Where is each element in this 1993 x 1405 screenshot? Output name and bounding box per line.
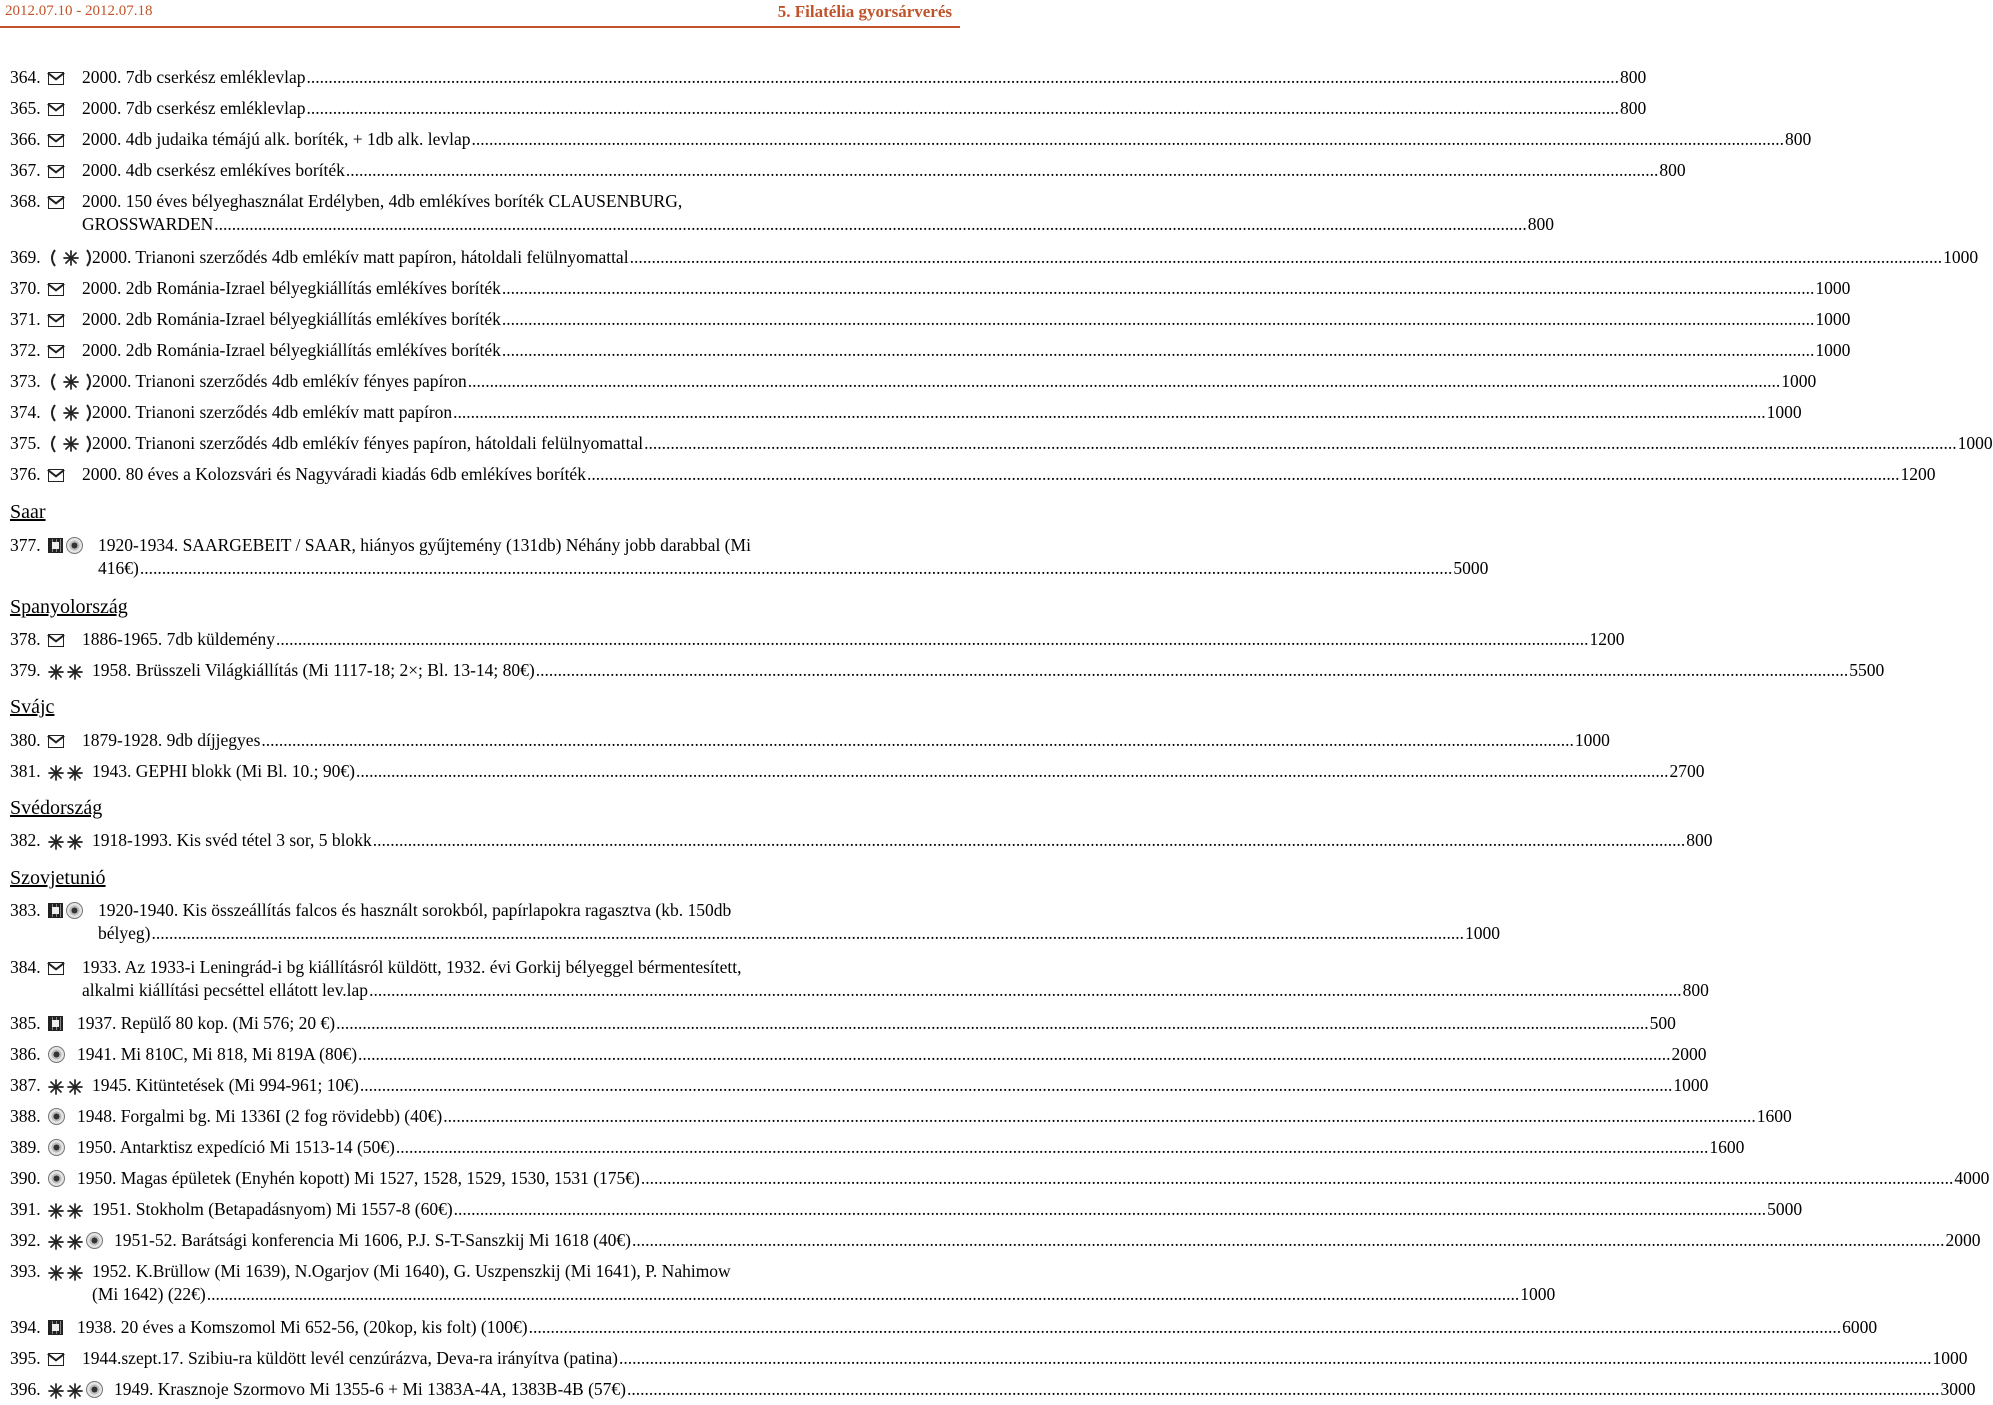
dot-leader: ............................................................................................................................................................................................................................................................................................................ (501, 340, 1815, 360)
lot-text: 2000. 7db cserkész emléklevlap (82, 98, 306, 118)
dot-leader: ............................................................................................................................................................................................................................................................................................................ (629, 247, 1943, 267)
stamp-block-icon (48, 903, 63, 918)
lot-price: 5000 (1767, 1199, 1803, 1219)
lot-row (10, 66, 1647, 89)
lot-row (10, 1378, 1976, 1401)
lot-price: 800 (1682, 980, 1709, 1000)
lot-number: 393. (10, 1261, 41, 1281)
lot-price: 1000 (1932, 1348, 1968, 1368)
dot-leader: ............................................................................................................................................................................................................................................................................................................ (453, 402, 1766, 422)
lot-condition-icons (48, 131, 64, 148)
lot-price: 1000 (1464, 923, 1500, 943)
lot-number: 387. (10, 1075, 41, 1095)
lot-text: 2000. 7db cserkész emléklevlap (82, 67, 306, 87)
envelope-icon (48, 165, 64, 178)
lot-description (82, 159, 1686, 182)
envelope-icon (48, 1353, 64, 1366)
lot-text: 1944.szept.17. Szibiu-ra küldött levél cenzúrázva, Deva-ra irányítva (patina) (82, 1348, 618, 1368)
cancelled-stamp-icon (86, 1232, 103, 1249)
lot-description (92, 659, 1885, 682)
stamp-block-icon (48, 1016, 63, 1031)
mint-star-icon (67, 1382, 83, 1398)
dot-leader: ............................................................................................................................................................................................................................................................................................................ (369, 980, 1682, 1000)
mint-star-icon (48, 1233, 64, 1249)
lot-row (10, 128, 1812, 151)
lot-text: 1951. Stokholm (Betapadásnyom) Mi 1557-8 (60€) (92, 1199, 453, 1219)
lot-text: 1943. GEPHI blokk (Mi Bl. 10.; 90€) (92, 761, 355, 781)
lot-price: 800 (1620, 98, 1647, 118)
lot-row (10, 246, 1979, 269)
lot-number: 379. (10, 660, 41, 680)
mint-star-icon (48, 663, 64, 679)
lot-text: 1933. Az 1933-i Leningrád-i bg kiállításról küldött, 1932. évi Gorkij bélyeggel bérmentesített, (82, 957, 742, 977)
dot-leader: ............................................................................................................................................................................................................................................................................................................ (151, 923, 1464, 943)
lot-condition-icons (48, 1381, 103, 1398)
lot-price: 500 (1649, 1013, 1676, 1033)
dot-leader: ............................................................................................................................................................................................................................................................................................................ (345, 160, 1659, 180)
lot-number: 376. (10, 464, 41, 484)
lot-number: 373. (10, 371, 41, 391)
hinged-star-icon (48, 435, 94, 453)
lot-number: 372. (10, 340, 41, 360)
dot-leader: ............................................................................................................................................................................................................................................................................................................ (501, 278, 1815, 298)
lot-condition-icons (48, 162, 64, 179)
lot-description (98, 534, 1489, 580)
lot-condition-icons (48, 1046, 65, 1063)
lot-text: 1941. Mi 810C, Mi 818, Mi 819A (80€) (77, 1044, 358, 1064)
cancelled-stamp-icon (48, 1170, 65, 1187)
lot-number: 388. (10, 1106, 41, 1126)
lot-description (82, 190, 1555, 236)
lot-number: 374. (10, 402, 41, 422)
lot-price: 1000 (1957, 433, 1993, 453)
lot-description (82, 339, 1851, 362)
lot-condition-icons (48, 1108, 65, 1125)
lot-condition-icons (48, 537, 83, 554)
envelope-icon (48, 314, 64, 327)
lot-row (10, 628, 1625, 651)
mint-star-icon (48, 1078, 64, 1094)
mint-star-icon (67, 1264, 83, 1280)
dot-leader: ............................................................................................................................................................................................................................................................................................................ (640, 1168, 1954, 1188)
mint-star-icon (67, 1202, 83, 1218)
lot-row (10, 432, 1993, 455)
lot-description (77, 1136, 1745, 1159)
mint-star-icon (48, 833, 64, 849)
mint-star-icon (48, 764, 64, 780)
lot-number: 365. (10, 98, 41, 118)
lot-price: 800 (1659, 160, 1686, 180)
lot-number: 385. (10, 1013, 41, 1033)
hinged-star-icon (48, 373, 94, 391)
lot-text: 1950. Antarktisz expedíció Mi 1513-14 (50€) (77, 1137, 395, 1157)
lot-price: 1000 (1520, 1284, 1556, 1304)
lot-condition-icons (48, 662, 83, 679)
lot-condition-icons (48, 193, 64, 210)
dot-leader: ............................................................................................................................................................................................................................................................................................................ (356, 761, 1669, 781)
lot-description (77, 1043, 1707, 1066)
lot-number: 371. (10, 309, 41, 329)
section-heading: Saar (10, 501, 46, 523)
lot-description (82, 277, 1851, 300)
envelope-icon (48, 283, 64, 296)
dot-leader: ............................................................................................................................................................................................................................................................................................................ (632, 1230, 1945, 1250)
lot-row (10, 899, 1500, 945)
dot-leader: ............................................................................................................................................................................................................................................................................................................ (471, 129, 1784, 149)
lot-number: 364. (10, 67, 41, 87)
dot-leader: ............................................................................................................................................................................................................................................................................................................ (467, 371, 1781, 391)
lot-price: 2000 (1945, 1230, 1981, 1250)
lot-number: 368. (10, 191, 41, 211)
lot-description (82, 66, 1647, 89)
lot-description (92, 401, 1802, 424)
hinged-star-icon (48, 404, 94, 422)
lot-number: 366. (10, 129, 41, 149)
mint-star-icon (67, 764, 83, 780)
lot-text: 2000. Trianoni szerződés 4db emlékív matt papíron (92, 402, 453, 422)
cancelled-stamp-icon (86, 1381, 103, 1398)
lot-text: 2000. Trianoni szerződés 4db emlékív fényes papíron, hátoldali felülnyomattal (92, 433, 644, 453)
dot-leader: ............................................................................................................................................................................................................................................................................................................ (336, 1013, 1649, 1033)
lot-row (10, 277, 1851, 300)
lot-text: GROSSWARDEN (82, 214, 214, 234)
lot-condition-icons (48, 1077, 83, 1094)
lot-number: 394. (10, 1317, 41, 1337)
lot-description (92, 829, 1713, 852)
lot-row (10, 1074, 1709, 1097)
lot-description (92, 760, 1705, 783)
lot-row (10, 190, 1555, 236)
lot-price: 1600 (1709, 1137, 1745, 1157)
envelope-icon (48, 196, 64, 209)
lot-text: 1886-1965. 7db küldemény (82, 629, 275, 649)
mint-star-icon (67, 833, 83, 849)
lot-condition-icons (48, 249, 94, 266)
lot-condition-icons (48, 1015, 63, 1032)
lot-row (10, 760, 1705, 783)
lot-number: 386. (10, 1044, 41, 1064)
lot-condition-icons (48, 466, 64, 483)
lot-row (10, 401, 1802, 424)
lot-description (92, 432, 1993, 455)
dot-leader: ............................................................................................................................................................................................................................................................................................................ (358, 1044, 1671, 1064)
lot-price: 1200 (1589, 629, 1625, 649)
dot-leader: ............................................................................................................................................................................................................................................................................................................ (306, 67, 1620, 87)
dot-leader: ............................................................................................................................................................................................................................................................................................................ (395, 1137, 1709, 1157)
lot-row (10, 1167, 1990, 1190)
lot-number: 389. (10, 1137, 41, 1157)
lot-text: (Mi 1642) (22€) (92, 1284, 206, 1304)
header-title: 5. Filatélia gyorsárverés (777, 2, 952, 21)
lot-description (82, 1347, 1968, 1370)
lot-price: 1000 (1943, 247, 1979, 267)
mint-star-icon (48, 1202, 64, 1218)
lot-condition-icons (48, 732, 64, 749)
section-heading: Spanyolország (10, 596, 128, 618)
lot-text: 2000. 4db judaika témájú alk. boríték, + 1db alk. levlap (82, 129, 471, 149)
header-date-range: 2012.07.10 - 2012.07.18 (5, 3, 153, 19)
lot-number: 370. (10, 278, 41, 298)
lot-condition-icons (48, 100, 64, 117)
lot-row (10, 956, 1709, 1002)
dot-leader: ............................................................................................................................................................................................................................................................................................................ (261, 730, 1574, 750)
lot-description (77, 1167, 1990, 1190)
lot-text: 1945. Kitüntetések (Mi 994-961; 10€) (92, 1075, 359, 1095)
lot-row (10, 729, 1610, 752)
lot-price: 4000 (1954, 1168, 1990, 1188)
section-heading: Svédország (10, 797, 103, 819)
lot-text: 1879-1928. 9db díjjegyes (82, 730, 261, 750)
lot-text: 2000. 2db Románia-Izrael bélyegkiállítás emlékíves boríték (82, 309, 501, 329)
lot-row (10, 534, 1489, 580)
lot-description (82, 729, 1610, 752)
dot-leader: ............................................................................................................................................................................................................................................................................................................ (214, 214, 1527, 234)
envelope-icon (48, 634, 64, 647)
lot-condition-icons (48, 763, 83, 780)
dot-leader: ............................................................................................................................................................................................................................................................................................................ (586, 464, 1900, 484)
lot-text: 2000. Trianoni szerződés 4db emlékív matt papíron, hátoldali felülnyomattal (92, 247, 629, 267)
lot-condition-icons (48, 959, 64, 976)
dot-leader: ............................................................................................................................................................................................................................................................................................................ (626, 1379, 1940, 1399)
lot-text: bélyeg) (98, 923, 151, 943)
mint-star-icon (67, 1078, 83, 1094)
lot-text: 1950. Magas épületek (Enyhén kopott) Mi 1527, 1528, 1529, 1530, 1531 (175€) (77, 1168, 640, 1188)
lot-description (82, 463, 1936, 486)
lot-text: 1948. Forgalmi bg. Mi 1336I (2 fog rövidebb) (40€) (77, 1106, 443, 1126)
cancelled-stamp-icon (48, 1046, 65, 1063)
lot-price: 800 (1527, 214, 1555, 234)
lot-text: 1918-1993. Kis svéd tétel 3 sor, 5 blokk (92, 830, 372, 850)
lot-row (10, 97, 1647, 120)
lot-price: 1600 (1756, 1106, 1792, 1126)
lot-number: 390. (10, 1168, 41, 1188)
lot-price: 1000 (1815, 309, 1851, 329)
lot-text: 1938. 20 éves a Komszomol Mi 652-56, (20kop, kis folt) (100€) (77, 1317, 528, 1337)
dot-leader: ............................................................................................................................................................................................................................................................................................................ (618, 1348, 1932, 1368)
lot-price: 1000 (1815, 340, 1851, 360)
lot-number: 384. (10, 957, 41, 977)
envelope-icon (48, 72, 64, 85)
lot-text: 1949. Krasznoje Szormovo Mi 1355-6 + Mi 1383A-4A, 1383B-4B (57€) (114, 1379, 626, 1399)
mint-star-icon (67, 663, 83, 679)
lot-row (10, 370, 1817, 393)
dot-leader: ............................................................................................................................................................................................................................................................................................................ (528, 1317, 1842, 1337)
dot-leader: ............................................................................................................................................................................................................................................................................................................ (206, 1284, 1520, 1304)
lot-price: 1000 (1574, 730, 1610, 750)
lot-text: 2000. 80 éves a Kolozsvári és Nagyváradi kiadás 6db emlékíves boríték (82, 464, 586, 484)
lot-condition-icons (48, 1232, 103, 1249)
lot-condition-icons (48, 1201, 83, 1218)
lot-text: 1937. Repülő 80 kop. (Mi 576; 20 €) (77, 1013, 336, 1033)
lot-description (114, 1378, 1976, 1401)
lot-price: 2000 (1671, 1044, 1707, 1064)
mint-star-icon (48, 1264, 64, 1280)
dot-leader: ............................................................................................................................................................................................................................................................................................................ (372, 830, 1686, 850)
dot-leader: ............................................................................................................................................................................................................................................................................................................ (501, 309, 1815, 329)
envelope-icon (48, 962, 64, 975)
lot-row (10, 829, 1713, 852)
lot-number: 383. (10, 900, 41, 920)
lot-text: 1952. K.Brüllow (Mi 1639), N.Ogarjov (Mi 1640), G. Uszpenszkij (Mi 1641), P. Nahimow (92, 1261, 731, 1281)
lot-description (82, 956, 1709, 1002)
lot-description (82, 308, 1851, 331)
lot-number: 378. (10, 629, 41, 649)
hinged-star-icon (48, 249, 94, 267)
envelope-icon (48, 469, 64, 482)
lot-description (77, 1012, 1676, 1035)
dot-leader: ............................................................................................................................................................................................................................................................................................................ (306, 98, 1620, 118)
envelope-icon (48, 735, 64, 748)
lot-condition-icons (48, 902, 83, 919)
lot-description (82, 97, 1647, 120)
lot-price: 1200 (1900, 464, 1936, 484)
envelope-icon (48, 345, 64, 358)
lot-row (10, 159, 1686, 182)
lot-text: 1958. Brüsszeli Világkiállítás (Mi 1117-18; 2×; Bl. 13-14; 80€) (92, 660, 535, 680)
cancelled-stamp-icon (48, 1108, 65, 1125)
lot-number: 392. (10, 1230, 41, 1250)
lot-description (114, 1229, 1981, 1252)
lot-row (10, 308, 1851, 331)
lot-condition-icons (48, 280, 64, 297)
cancelled-stamp-icon (66, 902, 83, 919)
lot-text: alkalmi kiállítási pecséttel ellátott lev.lap (82, 980, 369, 1000)
lot-number: 369. (10, 247, 41, 267)
lot-row (10, 1012, 1676, 1035)
lot-description (92, 1074, 1709, 1097)
stamp-block-icon (48, 538, 63, 553)
lot-price: 800 (1686, 830, 1713, 850)
lot-condition-icons (48, 832, 83, 849)
lot-price: 1000 (1673, 1075, 1709, 1095)
lot-price: 1000 (1781, 371, 1817, 391)
page-header (0, 0, 960, 28)
lot-row (10, 1229, 1981, 1252)
lot-condition-icons (48, 1350, 64, 1367)
lot-price: 6000 (1842, 1317, 1878, 1337)
dot-leader: ............................................................................................................................................................................................................................................................................................................ (644, 433, 1957, 453)
lot-price: 3000 (1940, 1379, 1976, 1399)
lot-description (77, 1105, 1792, 1128)
lot-number: 380. (10, 730, 41, 750)
lot-description (98, 899, 1500, 945)
lot-condition-icons (48, 311, 64, 328)
lot-price: 1000 (1815, 278, 1851, 298)
lot-description (92, 1260, 1556, 1306)
lot-text: 1951-52. Barátsági konferencia Mi 1606, P.J. S-T-Sanszkij Mi 1618 (40€) (114, 1230, 632, 1250)
cancelled-stamp-icon (66, 537, 83, 554)
lot-row (10, 1043, 1707, 1066)
lot-row (10, 1260, 1556, 1306)
lot-price: 5000 (1453, 558, 1489, 578)
lot-condition-icons (48, 1170, 65, 1187)
lot-description (92, 370, 1817, 393)
section-heading: Szovjetunió (10, 867, 106, 889)
lot-row (10, 659, 1885, 682)
lot-row (10, 1136, 1745, 1159)
lot-price: 1000 (1766, 402, 1802, 422)
lot-price: 800 (1620, 67, 1647, 87)
lot-description (82, 628, 1625, 651)
lot-text: 2000. 150 éves bélyeghasználat Erdélyben, 4db emlékíves boríték CLAUSENBURG, (82, 191, 683, 211)
envelope-icon (48, 103, 64, 116)
lot-price: 5500 (1849, 660, 1885, 680)
lot-description (77, 1316, 1878, 1339)
cancelled-stamp-icon (48, 1139, 65, 1156)
lot-text: 2000. 2db Románia-Izrael bélyegkiállítás emlékíves boríték (82, 278, 501, 298)
mint-star-icon (48, 1382, 64, 1398)
lot-number: 375. (10, 433, 41, 453)
dot-leader: ............................................................................................................................................................................................................................................................................................................ (275, 629, 1589, 649)
lot-condition-icons (48, 1263, 83, 1280)
mint-star-icon (67, 1233, 83, 1249)
lot-text: 1920-1940. Kis összeállítás falcos és használt sorokból, papírlapokra ragasztva (kb. 150db (98, 900, 732, 920)
dot-leader: ............................................................................................................................................................................................................................................................................................................ (139, 558, 1453, 578)
lot-row (10, 339, 1851, 362)
lot-condition-icons (48, 1319, 63, 1336)
lot-price: 2700 (1669, 761, 1705, 781)
lot-number: 382. (10, 830, 41, 850)
lot-row (10, 1198, 1803, 1221)
lot-row (10, 463, 1936, 486)
lot-condition-icons (48, 435, 94, 452)
lot-text: 1920-1934. SAARGEBEIT / SAAR, hiányos gyűjtemény (131db) Néhány jobb darabbal (Mi (98, 535, 751, 555)
lot-condition-icons (48, 631, 64, 648)
stamp-block-icon (48, 1320, 63, 1335)
dot-leader: ............................................................................................................................................................................................................................................................................................................ (453, 1199, 1767, 1219)
lot-number: 377. (10, 535, 41, 555)
lot-text: 2000. 2db Románia-Izrael bélyegkiállítás emlékíves boríték (82, 340, 501, 360)
lot-number: 391. (10, 1199, 41, 1219)
lot-number: 367. (10, 160, 41, 180)
lot-price: 800 (1784, 129, 1812, 149)
lot-text: 2000. 4db cserkész emlékíves boríték (82, 160, 345, 180)
lot-description (92, 246, 1979, 269)
envelope-icon (48, 134, 64, 147)
section-heading: Svájc (10, 696, 55, 718)
lot-text: 416€) (98, 558, 139, 578)
lot-condition-icons (48, 404, 94, 421)
lot-condition-icons (48, 373, 94, 390)
lot-description (82, 128, 1812, 151)
lot-description (92, 1198, 1803, 1221)
dot-leader: ............................................................................................................................................................................................................................................................................................................ (359, 1075, 1673, 1095)
dot-leader: ............................................................................................................................................................................................................................................................................................................ (535, 660, 1849, 680)
lot-condition-icons (48, 342, 64, 359)
lot-text: 2000. Trianoni szerződés 4db emlékív fényes papíron (92, 371, 467, 391)
lot-condition-icons (48, 69, 64, 86)
lot-row (10, 1347, 1968, 1370)
lot-number: 381. (10, 761, 41, 781)
lot-row (10, 1316, 1878, 1339)
lot-number: 395. (10, 1348, 41, 1368)
lot-row (10, 1105, 1792, 1128)
lot-number: 396. (10, 1379, 41, 1399)
dot-leader: ............................................................................................................................................................................................................................................................................................................ (443, 1106, 1756, 1126)
lot-condition-icons (48, 1139, 65, 1156)
